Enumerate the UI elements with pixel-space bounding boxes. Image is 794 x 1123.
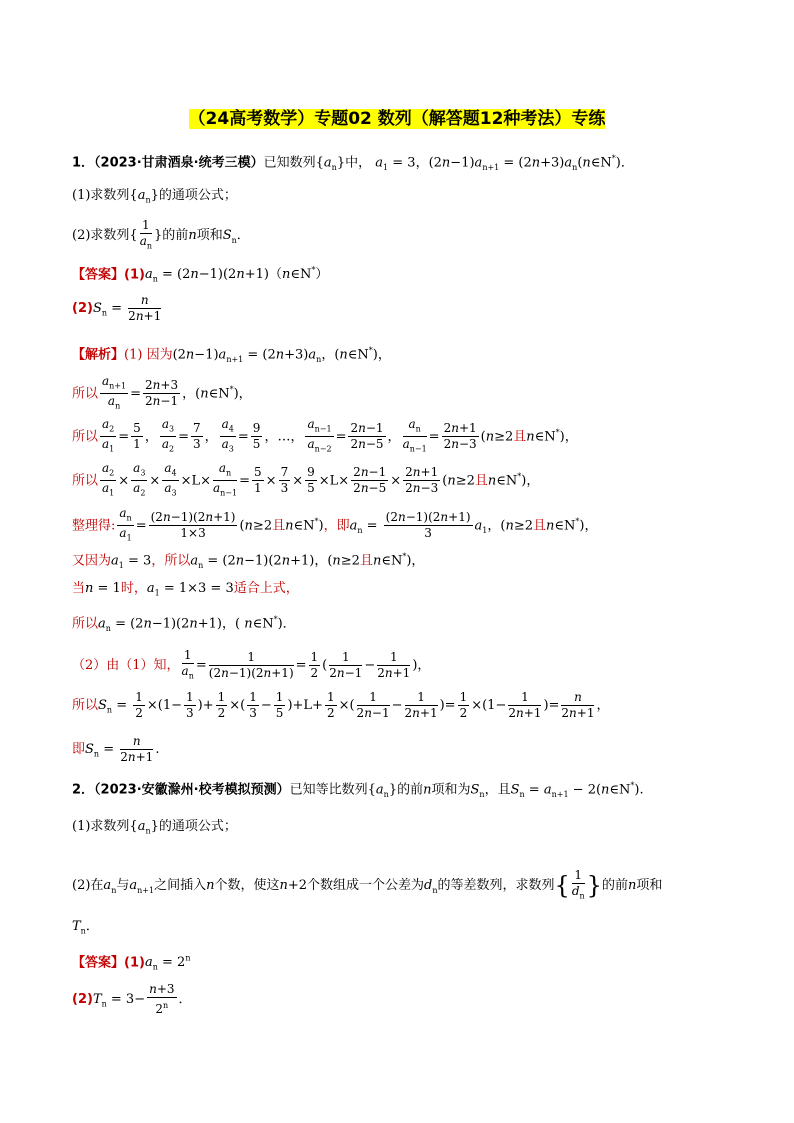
analysis-line-10: 所以$S_n$ = $\frac{1}{2}$ ×(1− $\frac{1}{3}$ )+ $\frac{1}{2}$ ×( $\frac{1}{3}$ − $\frac{1}{5}$ )+L+ $\frac{1}{2}$ ×( $\frac{1}{2n-1}$ − $\frac{1}{2n+1}$ )= $\frac{1}{2}$ ×(1− $\frac{1}{2n+1}$ )= $\frac{n}{2n+1}$ ， [72, 690, 610, 720]
problem-1-stem: 1．（2023·甘肃酒泉·统考三模）已知数列$\{a_n\}$中， $a_1 = 3$，$(2n-1)a_{n+1}$ = $(2n+3)a_n(n\in N^*)$． [72, 154, 634, 172]
problem-2-answer-1: 【答案】$(1)a_n = 2^n$ [72, 954, 191, 972]
problem-1-q2: (2)求数列{ $\frac{1}{a_n}$ }的前n项和$S_n$． [72, 218, 250, 251]
analysis-line-3: 所以 $\frac{a_2}{a_1}$ = $\frac{5}{1}$ ， $\frac{a_3}{a_2}$ = $\frac{7}{3}$ ， $\frac{a_4}{a_3}$ = $\frac{9}{5}$ ，…， $\frac{a_{n-1}}{a_{n-2}}$ = $\frac{2n-1}{2n-5}$ ， $\frac{a_n}{a_{n-1}}$ = $\frac{2n+1}{2n-3}$ (n≥2且n∈N*)， [72, 417, 578, 454]
analysis-line-11: 即$S_n$ = $\frac{n}{2n+1}$ . [72, 734, 160, 764]
problem-2-q2-cont: $T_n$． [72, 919, 99, 936]
problem-1-answer-1: 【答案】$(1)a_n$ = (2n−1)(2n+1)（n∈N*） [72, 266, 329, 284]
page-title: （24高考数学）专题02 数列（解答题12种考法）专练 [188, 109, 606, 129]
problem-1-q1: (1)求数列$\{a_n\}$的通项公式； [72, 188, 237, 205]
problem-1-answer-2: $(2)S_n$ = $\frac{n}{2n+1}$ [72, 293, 162, 323]
analysis-line-7: 当n = 1时，$a_1 = 1\times 3 = 3$适合上式， [72, 581, 299, 598]
analysis-line-4: 所以 $\frac{a_2}{a_1}$ × $\frac{a_3}{a_2}$ × $\frac{a_4}{a_3}$ ×L× $\frac{a_n}{a_{n-1}}$ = $\frac{5}{1}$ × $\frac{7}{3}$ × $\frac{9}{5}$ ×L× $\frac{2n-1}{2n-5}$ × $\frac{2n+1}{2n-3}$ (n≥2且n∈N*)， [72, 461, 540, 498]
problem-2-q1: (1)求数列$\{a_n\}$的通项公式； [72, 819, 237, 836]
analysis-line-1: 【解析】(1) 因为$(2n-1)a_{n+1} = (2n+3)a_n$，(n∈N*)， [72, 346, 391, 364]
problem-2-answer-2: $(2)T_n = 3-$ $\frac{n+3}{2^n}$ ． [72, 982, 192, 1016]
analysis-line-6: 又因为$a_1 = 3$，所以$a_n = (2n-1)(2n+1)$，(n≥2且n∈N*)， [72, 552, 425, 570]
analysis-line-5: 整理得: $\frac{a_n}{a_1}$ = $\frac{(2n-1)(2n+1)}{1\times 3}$ (n≥2且n∈N*)，即$a_n$ = $\frac{(2n-1)(2n+1)}{3}$ $a_1$，(n≥2且n∈N*)， [72, 506, 598, 543]
problem-2-q2: (2)在$a_n$与$a_{n+1}$之间插入n个数，使这n+2个数组成一个公差为$d_n$的等差数列，求数列{ $\frac{1}{d_n}$ }的前n项和 [72, 868, 663, 901]
analysis-line-2: 所以 $\frac{a_{n+1}}{a_n}$ = $\frac{2n+3}{2n-1}$ ，(n∈N*)， [72, 374, 252, 411]
analysis-line-8: 所以$a_n = (2n-1)(2n+1)$，( n∈N*)． [72, 615, 296, 633]
analysis-line-9: （2）由（1）知， $\frac{1}{a_n}$ = $\frac{1}{(2n-1)(2n+1)}$ = $\frac{1}{2}$ ( $\frac{1}{2n-1}$ − $\frac{1}{2n+1}$ )， [72, 648, 431, 681]
problem-2-stem: 2．（2023·安徽滁州·校考模拟预测）已知等比数列$\{a_n\}$的前n项和为$S_n$，且$S_n = a_{n+1}$ − 2(n∈N*). [72, 781, 644, 799]
